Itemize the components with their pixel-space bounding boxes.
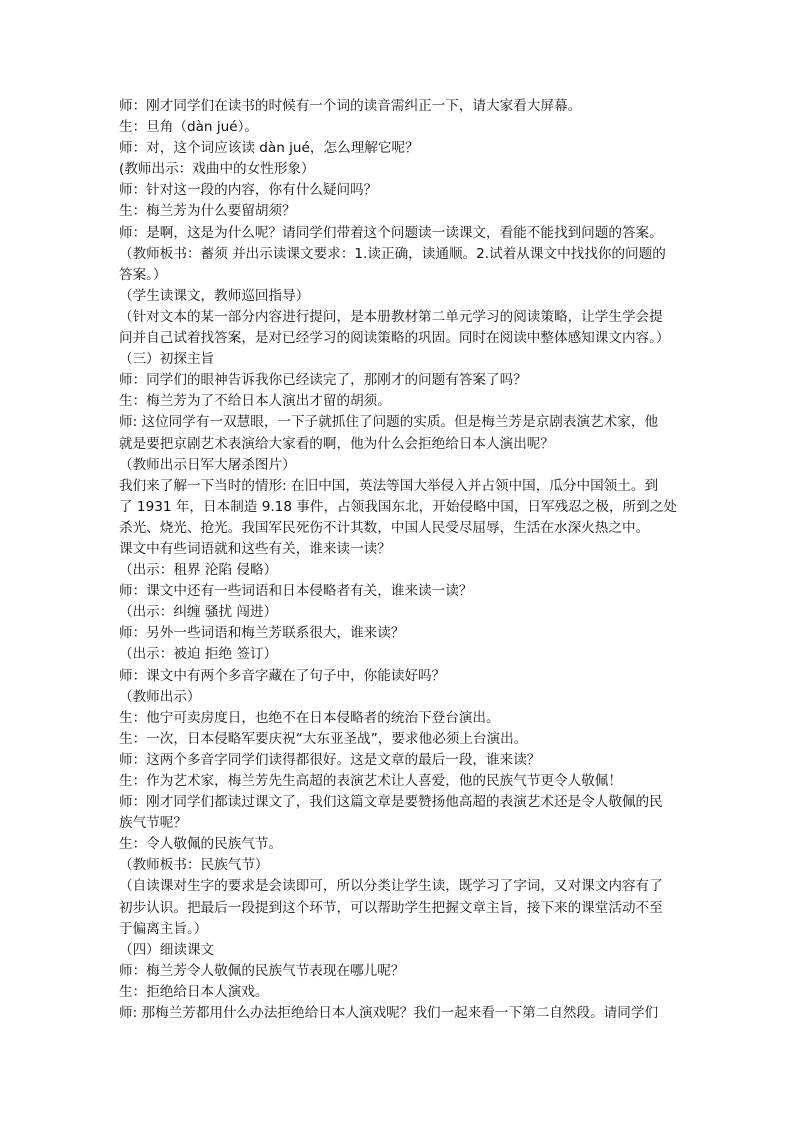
text-line: （自读课对生字的要求是会读即可，所以分类让学生读，既学习了字词，又对课文内容有了 <box>119 878 663 895</box>
text-line: 生：拒绝给日本人演戏。 <box>119 983 269 1000</box>
text-line: 生：作为艺术家，梅兰芳先生高超的表演艺术让人喜爱，他的民族气节更令人敬佩！ <box>119 773 622 789</box>
text-line: 师：对，这个词应该读 dàn jué，怎么理解它呢？ <box>119 140 419 157</box>
text-line: 师：刚才同学们都读过课文了，我们这篇文章是要赞扬他高超的表演艺术还是令人敬佩的民 <box>119 794 663 811</box>
text-line: 生：他宁可卖房度日，也绝不在日本侵略者的统治下登台演出。 <box>119 709 500 726</box>
text-line: （教师出示） <box>119 688 201 705</box>
text-line: 初步认识。把最后一段提到这个环节，可以帮助学生把握文章主旨，接下来的课堂活动不至 <box>119 899 663 916</box>
text-line: 生：旦角（dàn jué）。 <box>119 119 259 136</box>
text-line: 生：梅兰芳为了不给日本人演出才留的胡须。 <box>119 393 391 410</box>
text-line: 师：同学们的眼神告诉我你已经读完了，那刚才的问题有答案了吗？ <box>119 372 527 389</box>
text-line: 我们来了解一下当时的情形: 在旧中国，英法等国大举侵入并占领中国，瓜分中国领土。到 <box>119 477 659 494</box>
section-heading: （四）细读课文 <box>119 941 215 958</box>
text-line: （出示：租界 沦陷 侵略） <box>119 562 278 579</box>
text-line: 就是要把京剧艺术表演给大家看的啊，他为什么会拒绝给日本人演出呢？ <box>119 435 554 452</box>
text-line: （出示：纠缠 骚扰 闯进） <box>119 604 278 621</box>
text-line: 课文中有些词语就和这些有关，谁来读一读？ <box>119 540 391 557</box>
text-line: 答案。） <box>119 266 167 283</box>
text-line: 师：另外一些词语和梅兰芳联系很大，谁来读？ <box>119 625 405 642</box>
text-line: 师：刚才同学们在读书的时候有一个词的读音需纠正一下，请大家看大屏幕。 <box>119 98 582 114</box>
text-line: （出示：被迫 拒绝 签订） <box>119 646 278 663</box>
text-line: （学生读课文，教师巡回指导） <box>119 287 310 304</box>
text-line: 师：是啊，这是为什么呢？请同学们带着这个问题读一读课文，看能不能找到问题的答案。 <box>119 224 663 241</box>
text-line: 于偏离主旨。） <box>119 920 208 937</box>
text-line: 师：针对这一段的内容，你有什么疑问吗？ <box>119 182 378 199</box>
text-line: 师：课文中有两个多音字藏在了句子中，你能读好吗？ <box>119 667 446 684</box>
text-line: 师: 那梅兰芳都用什么办法拒绝给日本人演戏呢？我们一起来看一下第二自然段。请同学们 <box>119 1005 659 1022</box>
text-line: 杀光、烧光、抢光。我国军民死伤不计其数，中国人民受尽屈辱，生活在水深火热之中。 <box>119 519 650 536</box>
text-line: 了 1931 年，日本制造 9.18 事件，占领我国东北，开始侵略中国，日军残忍之极，所到之处 <box>119 498 677 515</box>
text-line: 师: 这位同学有一双慧眼，一下子就抓住了问题的实质。但是梅兰芳是京剧表演艺术家，他 <box>119 414 659 431</box>
text-line: 生：令人敬佩的民族气节。 <box>119 836 283 853</box>
text-line: 问并自己试着找答案，是对已经学习的阅读策略的巩固。同时在阅读中整体感知课文内容。） <box>119 330 670 347</box>
text-line: 族气节呢？ <box>119 815 187 832</box>
text-line: 师：梅兰芳令人敬佩的民族气节表现在哪儿呢？ <box>119 962 405 979</box>
text-line: （针对文本的某一部分内容进行提问，是本册教材第二单元学习的阅读策略，让学生学会提 <box>119 308 663 325</box>
text-line: 生：一次，日本侵略军要庆祝“大东亚圣战”，要求他必须上台演出。 <box>119 730 528 747</box>
text-line: （教师出示日军大屠杀图片） <box>119 456 296 473</box>
text-line: 师：这两个多音字同学们读得都很好。这是文章的最后一段，谁来读？ <box>119 751 541 768</box>
text-line: （教师板书：蓄须 并出示读课文要求：1.读正确，读通顺。2.试着从课文中找找你的问题的 <box>119 245 666 262</box>
text-line: 师：课文中还有一些词语和日本侵略者有关，谁来读一读？ <box>119 583 473 600</box>
section-heading: （三）初探主旨 <box>119 351 215 368</box>
text-line: 生：梅兰芳为什么要留胡须？ <box>119 203 296 220</box>
text-line: (教师出示：戏曲中的女性形象） <box>119 161 315 178</box>
document-body <box>119 96 681 1024</box>
text-line: （教师板书：民族气节） <box>119 857 269 874</box>
